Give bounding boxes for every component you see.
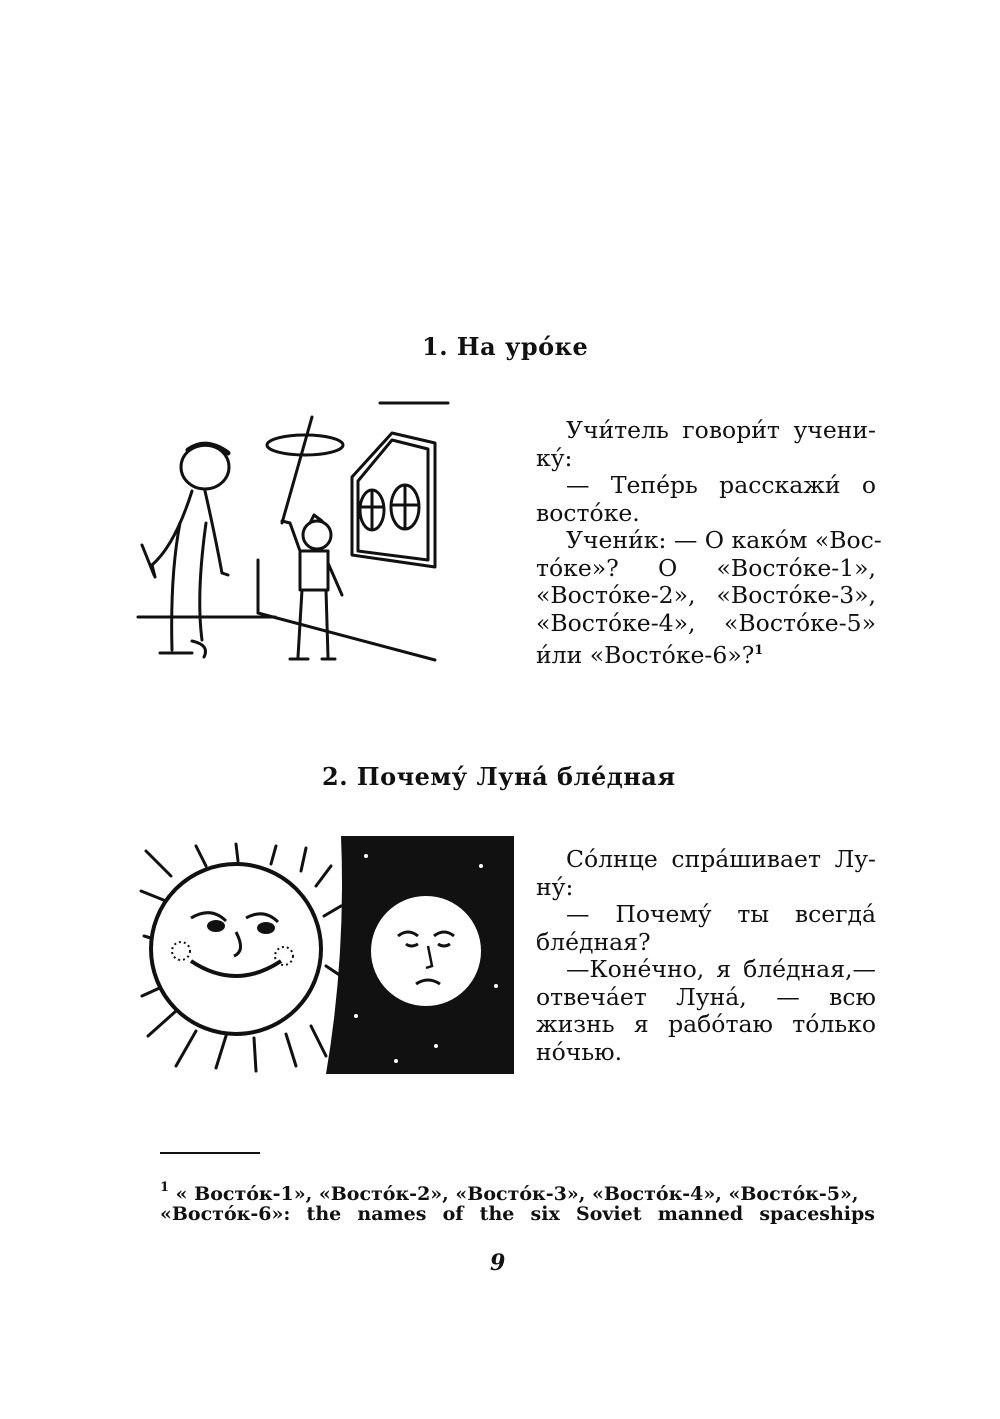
story2-title: 2. Почему́ Луна́ бле́дная xyxy=(322,762,676,791)
story1-line-4: восто́ке. xyxy=(536,498,640,527)
story1-line-6: то́ке»? О «Восто́ке-1», xyxy=(536,553,876,582)
footnote-ref: 1 xyxy=(754,643,764,658)
story1-line-9: и́ли «Восто́ке-6»?$^1$ xyxy=(536,641,764,669)
story2-line-2: ну́: xyxy=(536,872,574,901)
footnote-line-1: $^1$ « Восто́к-1», «Восто́к-2», «Восто́к-3», «Восто́к-4», «Восто́к-5», xyxy=(160,1180,859,1205)
footnote xyxy=(160,1175,875,1227)
page-number: 9 xyxy=(490,1250,506,1276)
story1-line-2: ку́: xyxy=(536,443,573,472)
story2-line-6: отвеча́ет Луна́, — всю xyxy=(536,982,876,1011)
story1-line-7: «Восто́ке-2», «Восто́ке-3», xyxy=(536,581,876,609)
footnote-rule xyxy=(160,1152,260,1154)
story1-line-1: Учи́тель говори́т учени- xyxy=(566,416,876,444)
sun-moon-illustration xyxy=(136,836,514,1074)
story1-line-3: — Тепе́рь расскажи́ о xyxy=(566,471,876,499)
story1-title: 1. На уро́ке xyxy=(422,332,589,361)
story2-line-4: бле́дная? xyxy=(536,927,651,956)
footnote-mark: 1 xyxy=(160,1180,170,1195)
story2-line-7: жизнь я рабо́таю то́лько xyxy=(536,1010,876,1038)
story2-line-5: —Коне́чно, я бле́дная,— xyxy=(566,955,876,983)
story2-text xyxy=(536,846,876,1066)
teacher-student-illustration xyxy=(130,395,460,670)
story2-line-3: — Почему́ ты всегда́ xyxy=(566,900,876,928)
story1-line-8: «Восто́ке-4», «Восто́ке-5» xyxy=(536,608,876,637)
story2-line-1: Со́лнце спра́шивает Лу- xyxy=(566,845,876,873)
story2-line-8: но́чью. xyxy=(536,1037,623,1066)
footnote-line-2: «Восто́к-6»: the names of the six Soviet manned spaceships xyxy=(160,1203,875,1225)
story1-text xyxy=(536,416,882,669)
story1-line-5: Учени́к: — О како́м «Вос- xyxy=(566,526,882,554)
